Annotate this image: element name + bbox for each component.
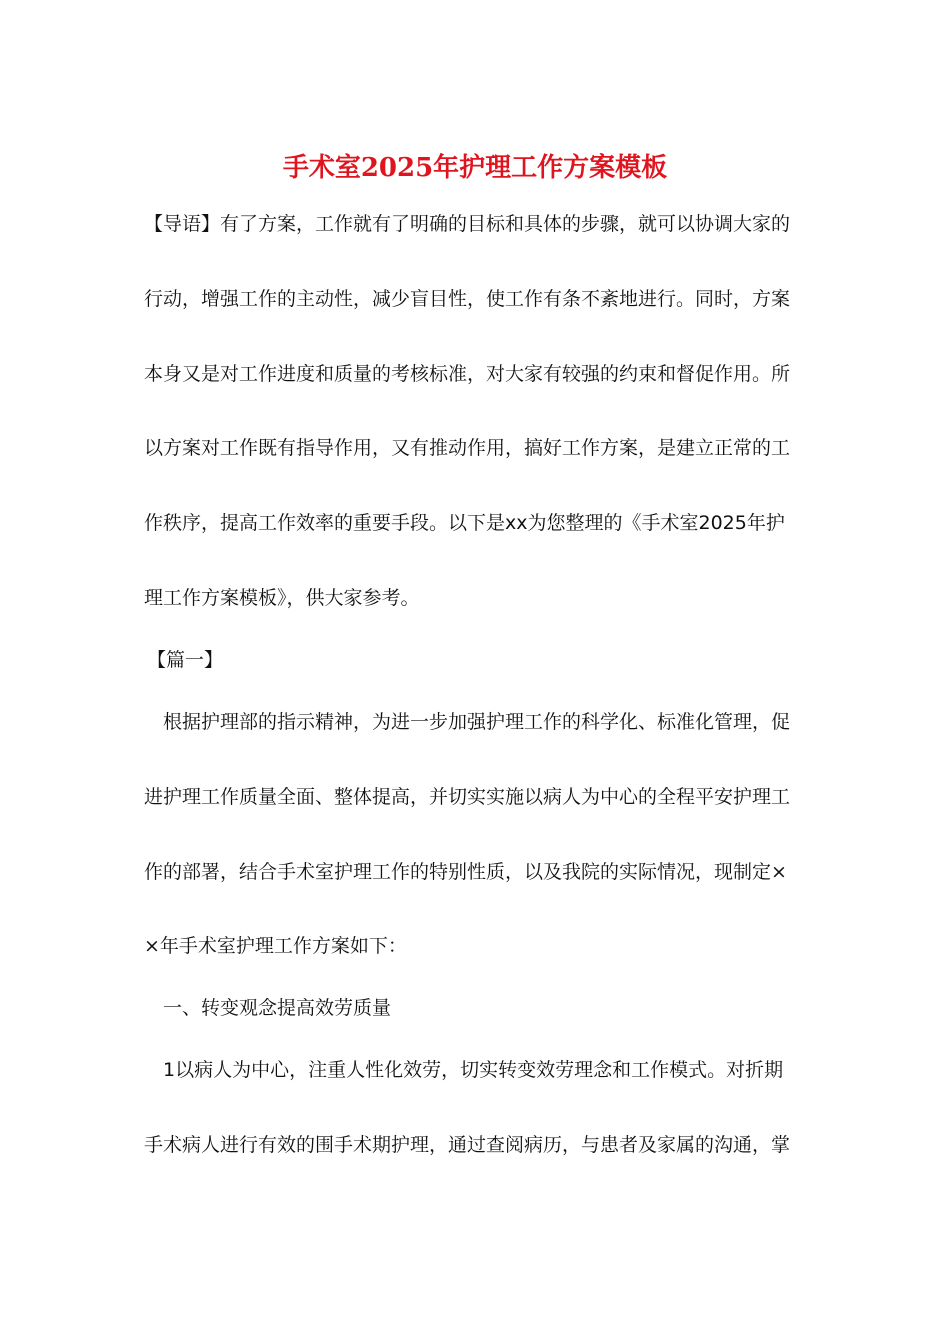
body-line-1: 根据护理部的指示精神，为进一步加强护理工作的科学化、标准化管理，促 xyxy=(163,711,791,733)
section-heading: 【篇一】 xyxy=(147,649,224,671)
document-title: 手术室2025年护理工作方案模板 xyxy=(282,153,668,183)
intro-line-1: 【导语】有了方案，工作就有了明确的目标和具体的步骤，就可以协调大家的 xyxy=(144,213,791,235)
intro-line-5: 作秩序，提高工作效率的重要手段。以下是xx为您整理的《手术室2025年护 xyxy=(144,512,785,534)
intro-line-6: 理工作方案模板》，供大家参考。 xyxy=(144,587,420,609)
item-line-1: 1以病人为中心，注重人性化效劳，切实转变效劳理念和工作模式。对折期 xyxy=(163,1059,784,1081)
intro-line-2: 行动，增强工作的主动性，减少盲目性，使工作有条不紊地进行。同时，方案 xyxy=(144,288,791,310)
body-line-2: 进护理工作质量全面、整体提高，并切实实施以病人为中心的全程平安护理工 xyxy=(144,786,791,808)
body-line-4: ×年手术室护理工作方案如下： xyxy=(144,935,407,957)
body-line-3: 作的部署，结合手术室护理工作的特别性质，以及我院的实际情况，现制定× xyxy=(144,861,787,883)
subheading: 一、转变观念提高效劳质量 xyxy=(163,997,392,1019)
intro-line-3: 本身又是对工作进度和质量的考核标准，对大家有较强的约束和督促作用。所 xyxy=(144,363,791,385)
intro-line-4: 以方案对工作既有指导作用，又有推动作用，搞好工作方案，是建立正常的工 xyxy=(144,437,791,459)
item-line-2: 手术病人进行有效的围手术期护理，通过查阅病历，与患者及家属的沟通，掌 xyxy=(144,1134,791,1156)
